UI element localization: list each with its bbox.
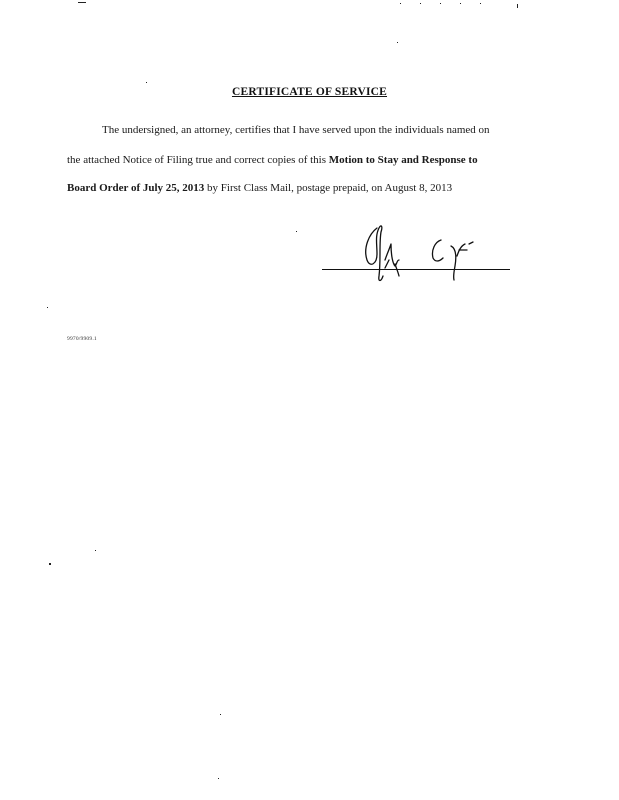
body-line-2 — [67, 154, 478, 166]
scan-speck — [400, 3, 401, 4]
scan-speck — [397, 42, 398, 43]
scan-speck — [220, 714, 221, 715]
motion-title: Motion to Stay and Response to — [328, 154, 478, 166]
scan-speck — [95, 550, 96, 551]
scan-speck — [78, 2, 86, 3]
scan-speck — [218, 778, 219, 779]
body-line-3 — [67, 182, 452, 194]
scan-speck — [460, 3, 461, 4]
scan-speck — [47, 307, 48, 308]
document-number: 9970/9909.1 — [67, 336, 97, 342]
body-text: by First Class Mail, postage prepaid, on August 8, 2013 — [204, 182, 453, 194]
certificate-heading: CERTIFICATE OF SERVICE — [231, 86, 388, 98]
handwritten-signature — [355, 220, 495, 290]
scan-speck — [49, 563, 51, 565]
scan-speck — [296, 231, 297, 232]
scan-speck — [480, 3, 481, 4]
board-order-title: Board Order of July 25, 2013 — [67, 182, 205, 194]
scan-speck — [420, 3, 421, 4]
scan-speck — [146, 82, 147, 83]
body-text: the attached Notice of Filing true and correct copies of this — [67, 154, 329, 166]
body-text: The undersigned, an attorney, certifies that I have served upon the individuals named on — [102, 124, 490, 136]
body-line-1 — [102, 124, 490, 136]
signature-line — [322, 269, 510, 270]
scan-speck — [440, 3, 441, 4]
scan-speck — [517, 4, 518, 8]
